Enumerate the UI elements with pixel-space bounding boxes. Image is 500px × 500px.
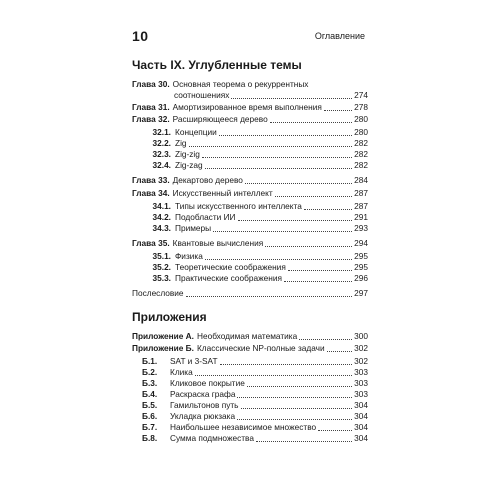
toc-entry-b7 bbox=[142, 422, 368, 433]
section-title: Кликовое покрытие bbox=[170, 378, 245, 388]
page-number: 10 bbox=[132, 28, 149, 44]
toc-entry-35-1 bbox=[144, 251, 368, 262]
section-prefix: Б.1. bbox=[142, 356, 158, 366]
page-ref: 304 bbox=[354, 411, 368, 421]
dot-leader bbox=[304, 208, 352, 210]
toc-entry-app-b bbox=[132, 343, 368, 354]
section-prefix: 32.1. bbox=[152, 127, 171, 137]
dot-leader bbox=[195, 374, 352, 376]
section-title: Zig-zig bbox=[175, 149, 200, 159]
dot-leader bbox=[327, 350, 353, 352]
page-ref: 302 bbox=[354, 343, 368, 353]
appendix-entry-title: Классические NP-полные задачи bbox=[196, 343, 325, 353]
dot-leader bbox=[189, 145, 353, 147]
section-title: Гамильтонов путь bbox=[170, 400, 239, 410]
page-ref: 303 bbox=[354, 378, 368, 388]
toc-entry-ch31 bbox=[132, 102, 368, 113]
dot-leader bbox=[237, 396, 352, 398]
page-ref: 282 bbox=[354, 138, 368, 148]
page-ref: 287 bbox=[354, 188, 368, 198]
section-prefix: Б.4. bbox=[142, 389, 158, 399]
dot-leader bbox=[231, 97, 352, 99]
chapter-title: Амортизированное время выполнения bbox=[172, 102, 322, 112]
dot-leader bbox=[186, 295, 353, 297]
appendix-entry-title: Необходимая математика bbox=[196, 331, 298, 341]
chapter-prefix: Глава 31. bbox=[132, 102, 170, 112]
section-title: Физика bbox=[175, 251, 203, 261]
section-prefix: 35.3. bbox=[152, 273, 171, 283]
section-prefix: 35.2. bbox=[152, 262, 171, 272]
dot-leader bbox=[299, 338, 352, 340]
section-prefix: 35.1. bbox=[152, 251, 171, 261]
dot-leader bbox=[241, 407, 353, 409]
toc-entry-32-2 bbox=[144, 138, 368, 149]
toc-entry-b1 bbox=[142, 356, 368, 367]
chapter-prefix: Глава 34. bbox=[132, 188, 170, 198]
page-ref: 282 bbox=[354, 149, 368, 159]
part-title: Часть IX. Углубленные темы bbox=[132, 58, 302, 72]
chapter-title: Декартово дерево bbox=[172, 175, 243, 185]
toc-entry-32-3 bbox=[144, 149, 368, 160]
page-ref: 296 bbox=[354, 273, 368, 283]
appendix-title: Приложения bbox=[132, 310, 207, 324]
dot-leader bbox=[275, 195, 352, 197]
page-ref: 304 bbox=[354, 433, 368, 443]
section-prefix: 32.4. bbox=[152, 160, 171, 170]
dot-leader bbox=[318, 429, 352, 431]
toc-entry-b4 bbox=[142, 389, 368, 400]
toc-entry-b6 bbox=[142, 411, 368, 422]
toc-entry-b3 bbox=[142, 378, 368, 389]
page-ref: 304 bbox=[354, 400, 368, 410]
page-ref: 304 bbox=[354, 422, 368, 432]
toc-entry-ch34 bbox=[132, 188, 368, 199]
page-ref: 280 bbox=[354, 114, 368, 124]
chapter-title: Расширяющееся дерево bbox=[172, 114, 268, 124]
section-prefix: 34.1. bbox=[152, 201, 171, 211]
page-ref: 294 bbox=[354, 238, 368, 248]
section-prefix: Б.2. bbox=[142, 367, 158, 377]
toc-entry-34-2 bbox=[144, 212, 368, 223]
page-ref: 303 bbox=[354, 389, 368, 399]
toc-entry-b5 bbox=[142, 400, 368, 411]
section-title: Концепции bbox=[175, 127, 217, 137]
chapter-prefix: Глава 30. bbox=[132, 79, 170, 89]
page-ref: 300 bbox=[354, 331, 368, 341]
toc-entry-afterword bbox=[132, 288, 368, 299]
dot-leader bbox=[247, 385, 352, 387]
section-prefix: 32.2. bbox=[152, 138, 171, 148]
page-ref: 291 bbox=[354, 212, 368, 222]
toc-entry-ch33 bbox=[132, 175, 368, 186]
dot-leader bbox=[238, 219, 353, 221]
dot-leader bbox=[256, 440, 352, 442]
page-ref: 280 bbox=[354, 127, 368, 137]
section-title: Укладка рюкзака bbox=[170, 411, 236, 421]
section-prefix: Б.7. bbox=[142, 422, 158, 432]
section-title: Практические соображения bbox=[175, 273, 282, 283]
page-ref: 274 bbox=[354, 90, 368, 100]
toc-entry-ch30 bbox=[132, 79, 368, 90]
page-ref: 287 bbox=[354, 201, 368, 211]
page-ref: 278 bbox=[354, 102, 368, 112]
toc-entry-32-1 bbox=[144, 127, 368, 138]
toc-entry-b8 bbox=[142, 433, 368, 444]
dot-leader bbox=[265, 245, 352, 247]
page-ref: 297 bbox=[354, 288, 368, 298]
toc-entry-35-3 bbox=[144, 273, 368, 284]
section-title: SAT и 3-SAT bbox=[170, 356, 218, 366]
toc-entry-b2 bbox=[142, 367, 368, 378]
chapter-prefix: Глава 32. bbox=[132, 114, 170, 124]
dot-leader bbox=[205, 167, 352, 169]
section-title: Теоретические соображения bbox=[175, 262, 286, 272]
toc-entry-ch35 bbox=[132, 238, 368, 249]
chapter-title: Основная теорема о рекуррентных bbox=[172, 79, 309, 89]
dot-leader bbox=[324, 109, 352, 111]
dot-leader bbox=[213, 230, 352, 232]
section-prefix: Б.6. bbox=[142, 411, 158, 421]
section-title: Сумма подмножества bbox=[170, 433, 254, 443]
toc-entry-app-a bbox=[132, 331, 368, 342]
toc-entry-ch30-cont bbox=[132, 90, 368, 101]
running-title: Оглавление bbox=[314, 31, 365, 41]
dot-leader bbox=[284, 280, 352, 282]
section-title: Клика bbox=[170, 367, 193, 377]
chapter-title-cont: соотношениях bbox=[174, 90, 230, 100]
dot-leader bbox=[205, 258, 352, 260]
section-title: Наибольшее независимое множество bbox=[170, 422, 317, 432]
toc-entry-34-3 bbox=[144, 223, 368, 234]
dot-leader bbox=[288, 269, 352, 271]
page-ref: 284 bbox=[354, 175, 368, 185]
page-ref: 282 bbox=[354, 160, 368, 170]
chapter-prefix: Глава 35. bbox=[132, 238, 170, 248]
section-prefix: 34.3. bbox=[152, 223, 171, 233]
section-prefix: Б.8. bbox=[142, 433, 158, 443]
section-prefix: 32.3. bbox=[152, 149, 171, 159]
toc-entry-32-4 bbox=[144, 160, 368, 171]
dot-leader bbox=[219, 134, 352, 136]
section-title: Подобласти ИИ bbox=[175, 212, 236, 222]
appendix-prefix: Приложение Б. bbox=[132, 343, 194, 353]
toc-entry-34-1 bbox=[144, 201, 368, 212]
page-ref: 302 bbox=[354, 356, 368, 366]
chapter-title: Искусственный интеллект bbox=[172, 188, 273, 198]
page-ref: 295 bbox=[354, 262, 368, 272]
section-prefix: 34.2. bbox=[152, 212, 171, 222]
section-title: Примеры bbox=[175, 223, 212, 233]
dot-leader bbox=[220, 363, 353, 365]
dot-leader bbox=[202, 156, 352, 158]
page-ref: 303 bbox=[354, 367, 368, 377]
toc-entry-35-2 bbox=[144, 262, 368, 273]
chapter-title: Квантовые вычисления bbox=[172, 238, 264, 248]
afterword-title: Послесловие bbox=[132, 288, 184, 298]
dot-leader bbox=[237, 418, 352, 420]
appendix-prefix: Приложение А. bbox=[132, 331, 194, 341]
section-title: Zig bbox=[175, 138, 187, 148]
section-title: Раскраска графа bbox=[170, 389, 236, 399]
dot-leader bbox=[270, 121, 352, 123]
page-ref: 293 bbox=[354, 223, 368, 233]
page-ref: 295 bbox=[354, 251, 368, 261]
section-title: Типы искусственного интеллекта bbox=[175, 201, 302, 211]
section-prefix: Б.3. bbox=[142, 378, 158, 388]
chapter-prefix: Глава 33. bbox=[132, 175, 170, 185]
section-title: Zig-zag bbox=[175, 160, 203, 170]
section-prefix: Б.5. bbox=[142, 400, 158, 410]
dot-leader bbox=[245, 182, 352, 184]
toc-entry-ch32 bbox=[132, 114, 368, 125]
